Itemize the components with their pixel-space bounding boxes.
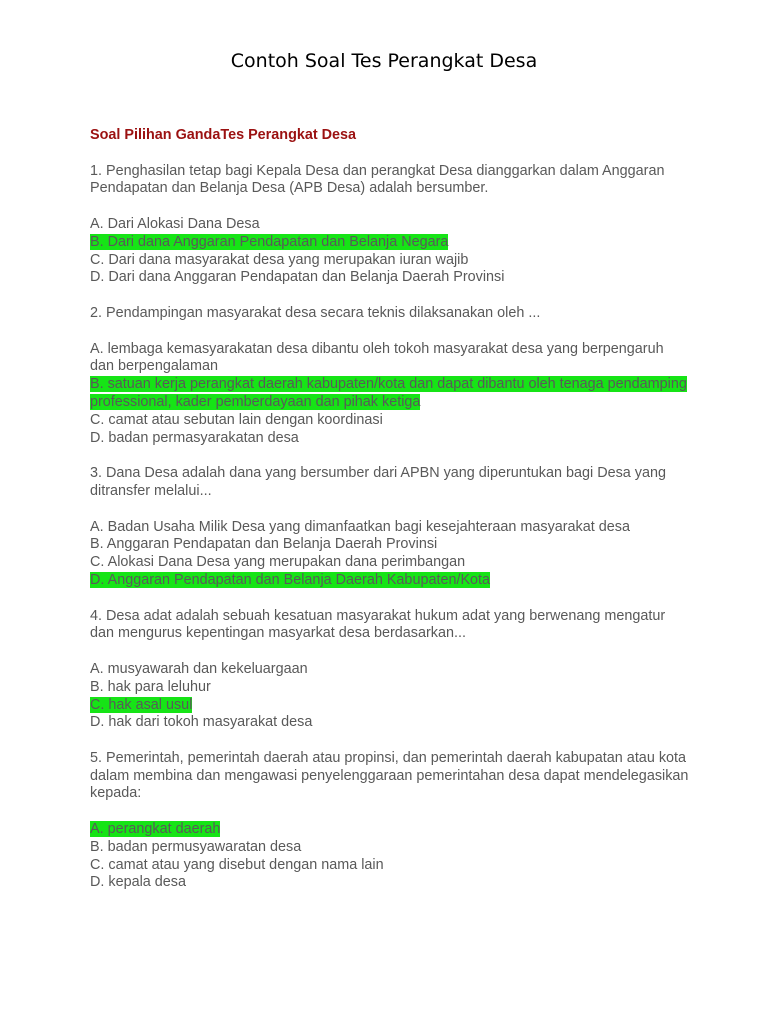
option-a	[90, 661, 690, 679]
question-text: 1. Penghasilan tetap bagi Kepala Desa dan perangkat Desa dianggarkan dalam Anggaran Pendapatan dan Belanja Desa (APB Desa) adalah bersumber.	[90, 162, 665, 197]
option-c-text: C. camat atau sebutan lain dengan koordinasi	[90, 411, 383, 428]
question-text: 5. Pemerintah, pemerintah daerah atau propinsi, dan pemerintah daerah kabupatan atau kota dalam membina dan mengawasi penyelenggaraan pemerintahan desa dapat mendelegasikan kepada:	[90, 749, 689, 802]
option-d	[90, 430, 690, 448]
option-b-text: B. Anggaran Pendapatan dan Belanja Daerah Provinsi	[90, 536, 438, 553]
option-a	[90, 519, 690, 537]
option-b-text: B. badan permusyawaratan desa	[90, 838, 302, 855]
option-b	[90, 839, 690, 857]
option-a-text: A. perangkat daerah	[90, 821, 221, 838]
option-c-correct	[90, 697, 690, 715]
section-heading: Soal Pilihan GandaTes Perangkat Desa	[90, 127, 357, 143]
option-a	[90, 216, 690, 234]
option-list	[90, 519, 690, 590]
document-title: Contoh Soal Tes Perangkat Desa	[230, 50, 538, 72]
option-a-correct	[90, 821, 690, 839]
question-text: 3. Dana Desa adalah dana yang bersumber dari APBN yang diperuntukan bagi Desa yang ditransfer melalui...	[90, 465, 667, 499]
question-block-4	[90, 608, 690, 733]
option-d-text: D. hak dari tokoh masyarakat desa	[90, 714, 313, 731]
option-b	[90, 536, 690, 554]
question-text: 2. Pendampingan masyarakat desa secara teknis dilaksanakan oleh ...	[90, 304, 541, 321]
question-block-5	[90, 750, 690, 892]
option-b-correct	[90, 376, 690, 412]
option-a-text: A. Badan Usaha Milik Desa yang dimanfaatkan bagi kesejahteraan masyarakat desa	[90, 518, 630, 535]
option-c	[90, 554, 690, 572]
option-list	[90, 216, 690, 287]
option-list	[90, 341, 690, 448]
question-text: 4. Desa adat adalah sebuah kesatuan masyarakat hukum adat yang berwenang mengatur dan mengurus kepentingan masyarkat desa berdasarkan...	[90, 607, 666, 642]
option-a-text: A. lembaga kemasyarakatan desa dibantu oleh tokoh masyarakat desa yang berpengaruh dan berpengalaman	[90, 340, 664, 375]
option-a	[90, 341, 690, 377]
option-b	[90, 679, 690, 697]
option-a-text: A. musyawarah dan kekeluargaan	[90, 660, 308, 677]
option-d-correct	[90, 572, 690, 590]
option-c	[90, 252, 690, 270]
option-c-text: C. hak asal usul	[90, 696, 193, 713]
option-c-text: C. camat atau yang disebut dengan nama lain	[90, 856, 384, 873]
option-d-text: D. Anggaran Pendapatan dan Belanja Daerah Kabupaten/Kota	[90, 571, 491, 588]
option-b-text: B. Dari dana Anggaran Pendapatan dan Belanja Negara	[90, 233, 449, 250]
option-c-text: C. Alokasi Dana Desa yang merupakan dana perimbangan	[90, 554, 466, 571]
option-c-text: C. Dari dana masyarakat desa yang merupakan iuran wajib	[90, 251, 469, 268]
option-c	[90, 857, 690, 875]
option-list	[90, 661, 690, 732]
question-block-3	[90, 465, 690, 590]
question-block-2	[90, 305, 690, 447]
option-d	[90, 269, 690, 287]
option-b-correct	[90, 234, 690, 252]
option-b-text: B. satuan kerja perangkat daerah kabupaten/kota dan dapat dibantu oleh tenaga pendamping professional, kader pemberdayaan dan pihak ketiga	[90, 376, 687, 410]
option-d	[90, 874, 690, 892]
option-d-text: D. kepala desa	[90, 874, 186, 891]
option-d-text: D. Dari dana Anggaran Pendapatan dan Belanja Daerah Provinsi	[90, 269, 505, 286]
option-c	[90, 412, 690, 430]
option-d	[90, 714, 690, 732]
option-a-text: A. Dari Alokasi Dana Desa	[90, 215, 260, 232]
question-block-1	[90, 163, 690, 288]
document-body	[90, 127, 690, 910]
option-b-text: B. hak para leluhur	[90, 678, 211, 695]
option-list	[90, 821, 690, 892]
option-d-text: D. badan permasyarakatan desa	[90, 429, 299, 446]
